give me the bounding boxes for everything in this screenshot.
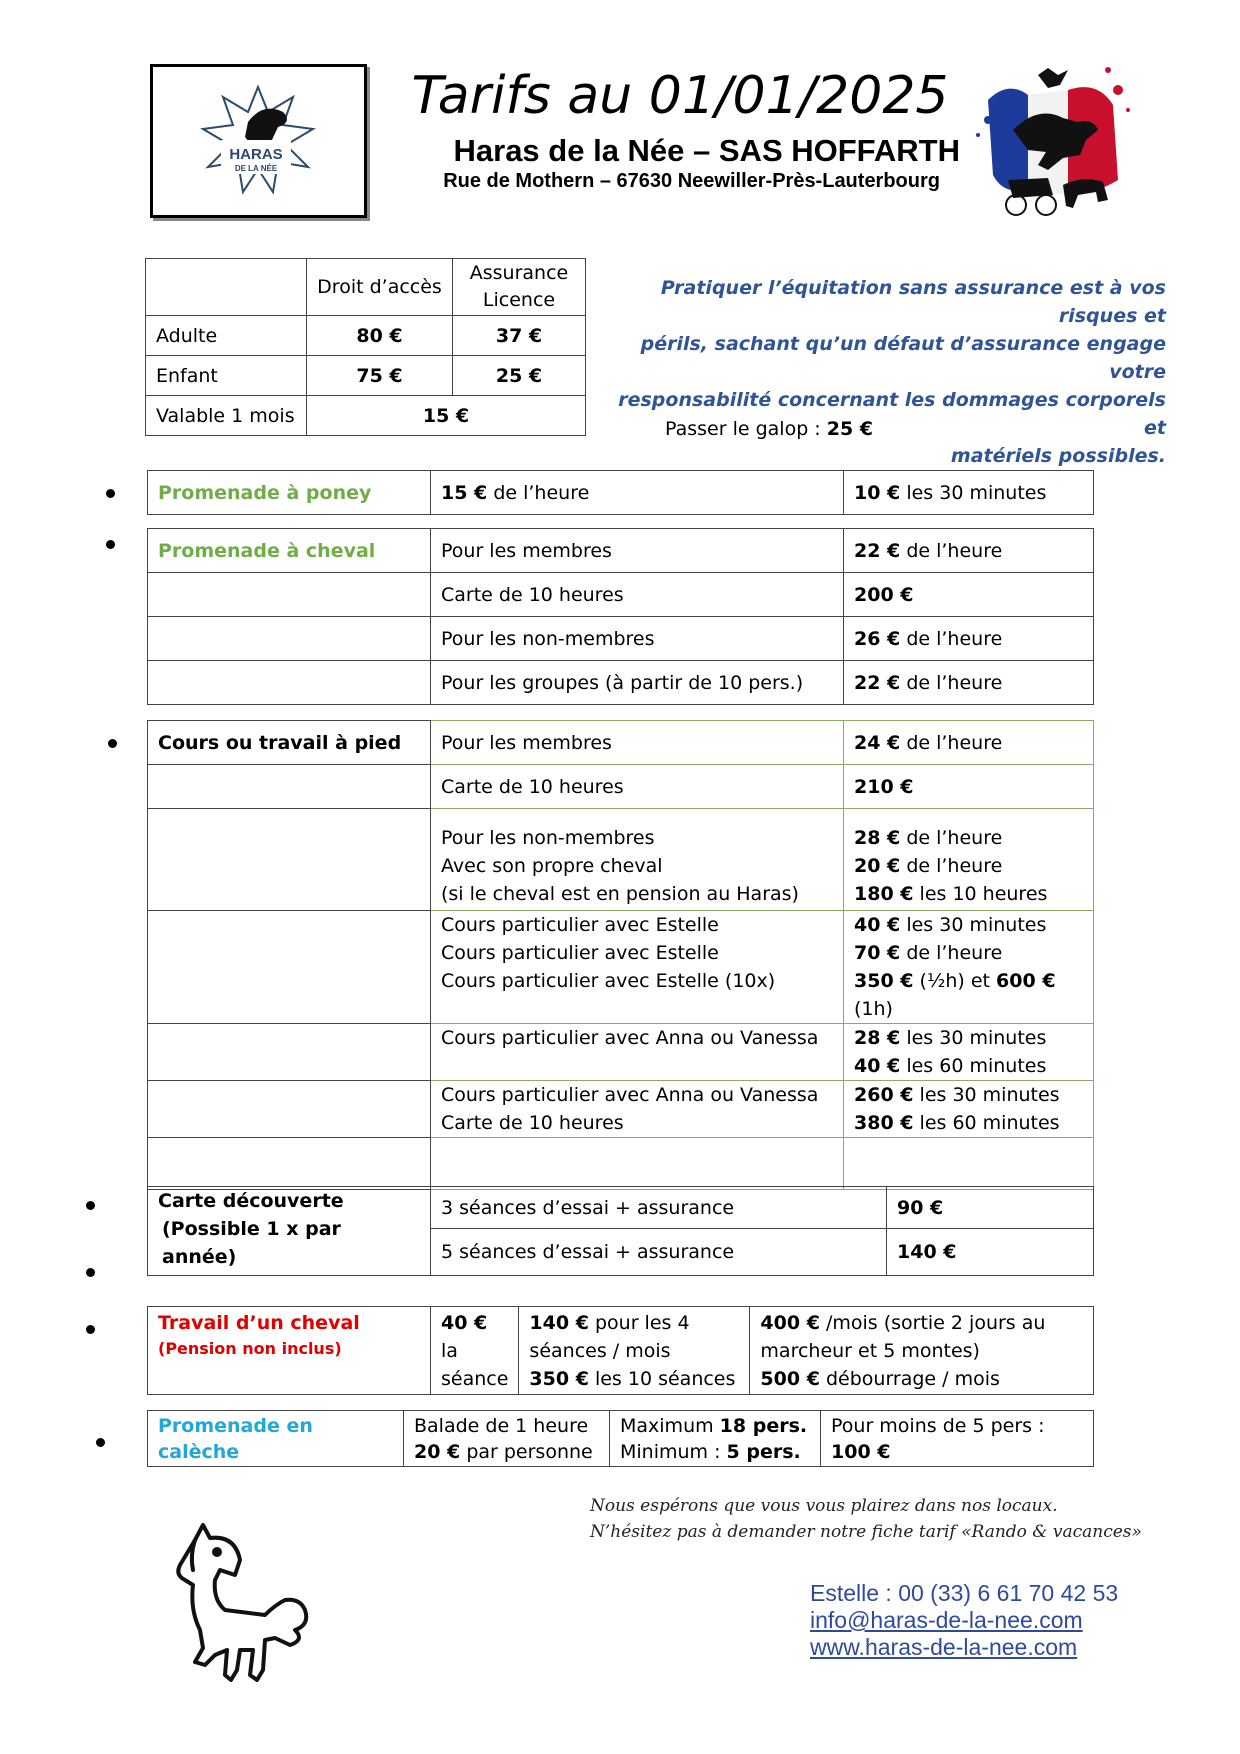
- col-header-droit: Droit d’accès: [307, 259, 453, 316]
- cheval-title: Promenade à cheval: [148, 529, 431, 573]
- row-label-mois: Valable 1 mois: [146, 396, 307, 436]
- contact-email-link[interactable]: info@haras-de-la-nee.com: [810, 1607, 1083, 1633]
- cours-label: Carte de 10 heures: [431, 765, 844, 809]
- cours-price: 28 € de l’heure 20 € de l’heure 180 € les 10 heures: [844, 809, 1094, 911]
- logo-box: [150, 64, 367, 218]
- poney-hour: 15 € de l’heure: [431, 471, 844, 515]
- travail-forfait: 140 € pour les 4 séances / mois 350 € les 10 séances: [519, 1307, 750, 1395]
- cheval-row-label: Pour les non-membres: [431, 617, 844, 661]
- page-title: Tarifs au 01/01/2025: [411, 66, 949, 126]
- cours-price: 24 € de l’heure: [844, 721, 1094, 765]
- decouverte-table: [147, 1186, 1094, 1276]
- cheval-row-label: Pour les membres: [431, 529, 844, 573]
- cours-title: Cours ou travail à pied: [148, 721, 431, 765]
- price-enfant-acces: 75 €: [307, 356, 453, 396]
- footer-note: Nous espérons que vous vous plairez dans nos locaux. N’hésitez pas à demander notre fiche tarif «Rando & vacances»: [590, 1496, 1142, 1542]
- logo-text-nee: DE LA NÉE: [234, 164, 278, 173]
- contact-block: [810, 1580, 1118, 1661]
- caleche-personnes: Maximum 18 pers. Minimum : 5 pers.: [610, 1411, 821, 1467]
- cheval-table: [147, 528, 1094, 705]
- cheval-row-price: 26 € de l’heure: [844, 617, 1094, 661]
- company-address: Rue de Mothern – 67630 Neewiller-Près-Lauterbourg: [443, 170, 940, 192]
- decouverte-title: Carte découverte (Possible 1 x par année): [148, 1187, 431, 1276]
- price-adulte-assurance: 37 €: [453, 316, 586, 356]
- bullet: [86, 1325, 95, 1334]
- price-adulte-acces: 80 €: [307, 316, 453, 356]
- logo-text-haras: HARAS: [229, 146, 283, 163]
- cours-label: Pour les membres: [431, 721, 844, 765]
- horse-logo-icon: [153, 67, 364, 215]
- cours-label: Cours particulier avec Anna ou Vanessa Carte de 10 heures: [431, 1081, 844, 1138]
- bullet: [106, 540, 115, 549]
- company-name: Haras de la Née – SAS HOFFARTH: [453, 133, 960, 168]
- cours-label: Cours particulier avec Estelle Cours particulier avec Estelle Cours particulier avec Estelle (10x): [431, 911, 844, 1024]
- cours-price: 40 € les 30 minutes 70 € de l’heure 350 € (½h) et 600 € (1h): [844, 911, 1094, 1024]
- caleche-title: Promenade en calèche: [148, 1411, 404, 1467]
- travail-seance: 40 € la séance: [431, 1307, 519, 1395]
- access-table: [145, 258, 586, 436]
- row-label-enfant: Enfant: [146, 356, 307, 396]
- caleche-moins-5: Pour moins de 5 pers : 100 €: [821, 1411, 1094, 1467]
- bullet: [86, 1268, 95, 1277]
- horse-drawing: [165, 1520, 315, 1690]
- decouverte-label: 5 séances d’essai + assurance: [431, 1229, 887, 1276]
- poney-title: Promenade à poney: [148, 471, 431, 515]
- cours-table: [147, 720, 1094, 1190]
- decouverte-label: 3 séances d’essai + assurance: [431, 1187, 887, 1229]
- cheval-row-price: 22 € de l’heure: [844, 661, 1094, 705]
- cheval-row-label: Pour les groupes (à partir de 10 pers.): [431, 661, 844, 705]
- bullet: [86, 1201, 95, 1210]
- row-label-adulte: Adulte: [146, 316, 307, 356]
- cours-price: 260 € les 30 minutes 380 € les 60 minutes: [844, 1081, 1094, 1138]
- bullet: [96, 1438, 105, 1447]
- caleche-balade: Balade de 1 heure 20 € par personne: [404, 1411, 610, 1467]
- decouverte-price: 140 €: [887, 1229, 1094, 1276]
- travail-mois: 400 € /mois (sortie 2 jours au marcheur et 5 montes) 500 € débourrage / mois: [750, 1307, 1094, 1395]
- decouverte-price: 90 €: [887, 1187, 1094, 1229]
- caleche-table: [147, 1410, 1094, 1467]
- cours-label: Pour les non-membres Avec son propre cheval (si le cheval est en pension au Haras): [431, 809, 844, 911]
- price-enfant-assurance: 25 €: [453, 356, 586, 396]
- galop-price: Passer le galop : 25 €: [665, 418, 874, 440]
- cours-price: 210 €: [844, 765, 1094, 809]
- horse-drawing-icon: [165, 1520, 315, 1690]
- bullet: [108, 739, 117, 748]
- travail-title: Travail d’un cheval (Pension non inclus): [148, 1307, 431, 1395]
- contact-phone: Estelle : 00 (33) 6 61 70 42 53: [810, 1580, 1119, 1606]
- cours-label: Cours particulier avec Anna ou Vanessa: [431, 1024, 844, 1081]
- cheval-row-price: 22 € de l’heure: [844, 529, 1094, 573]
- poney-table: [147, 470, 1094, 515]
- french-riders-image: [968, 60, 1138, 220]
- cheval-row-price: 200 €: [844, 573, 1094, 617]
- cheval-row-label: Carte de 10 heures: [431, 573, 844, 617]
- contact-website-link[interactable]: www.haras-de-la-nee.com: [810, 1634, 1078, 1660]
- bullet: [106, 489, 115, 498]
- insurance-warning: Pratiquer l’équitation sans assurance est à vos risques et périls, sachant qu’un défaut d’assurance engage votre responsabilité concernant les dommages corporels et matériels possibles.: [618, 277, 1166, 467]
- col-header-assurance: Assurance Licence: [453, 259, 586, 316]
- poney-30min: 10 € les 30 minutes: [844, 471, 1094, 515]
- price-mois: 15 €: [307, 396, 586, 436]
- cours-price: 28 € les 30 minutes 40 € les 60 minutes: [844, 1024, 1094, 1081]
- travail-table: [147, 1306, 1094, 1395]
